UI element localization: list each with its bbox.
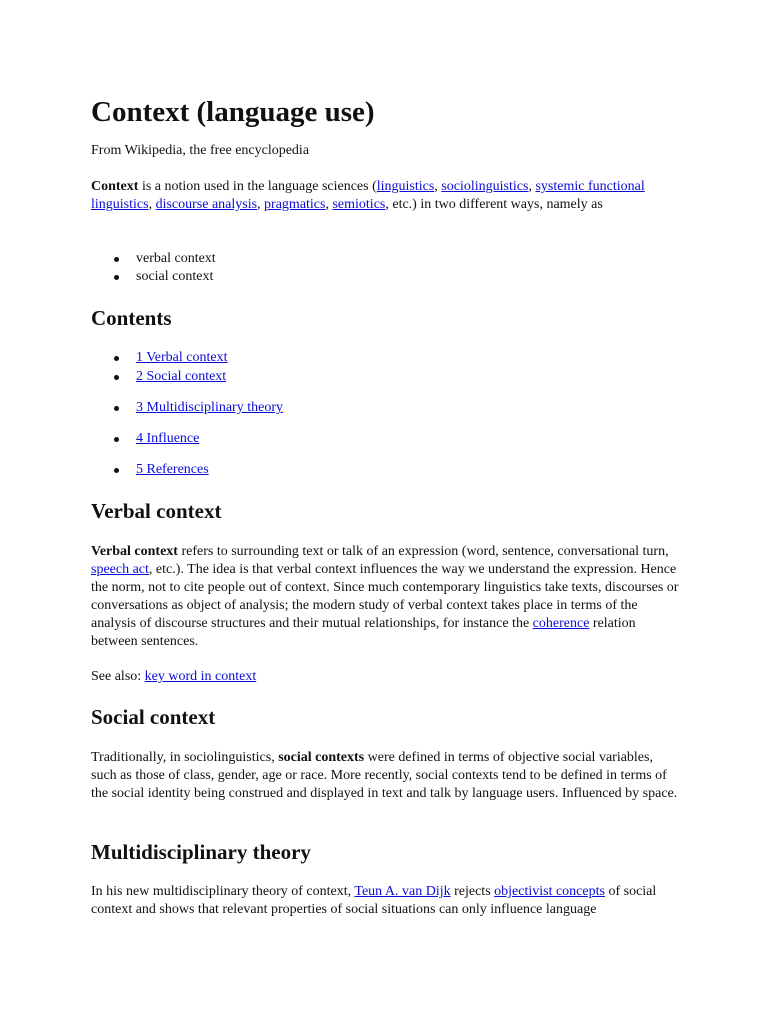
toc-link-multidisciplinary-theory[interactable]: 3 Multidisciplinary theory [136,400,283,415]
verbal-text: , etc.). The idea is that verbal context influences the way we understand the expression. Hence the norm, not to cite people out of context. Since much contemporary linguistics take texts, discourses or conversations as object of analysis; the modern study of verbal context takes place in terms of the analysis of discourse structures and their mutual relationships, for instance the [91,562,679,631]
verbal-text: refers to surrounding text or talk of an expression (word, sentence, conversational turn, [177,544,669,559]
verbal-term: Verbal context [91,544,178,559]
link-semiotics[interactable]: semiotics [332,197,386,212]
separator: , [434,179,442,194]
link-objectivist-concepts[interactable]: objectivist concepts [494,884,605,899]
intro-term: Context [91,179,139,194]
table-of-contents [91,349,283,480]
social-context-paragraph [91,749,681,803]
verbal-context-paragraph [91,543,681,651]
verbal-text: relation between sentences. [91,616,636,649]
separator: , [528,179,536,194]
intro-list [91,250,216,286]
section-heading-verbal-context: Verbal context [91,499,222,523]
link-coherence[interactable]: coherence [532,616,590,631]
link-pragmatics[interactable]: pragmatics [264,197,326,212]
link-speech-act[interactable]: speech act [91,562,149,577]
toc-item [91,368,283,399]
social-text: were defined in terms of objective social variables, such as those of class, gender, age or race. More recently, social contexts tend to be defined in terms of the social identity being construed and displayed in text and talk by language users. Influenced by space. [91,750,678,801]
contents-heading: Contents [91,306,172,330]
toc-item [91,461,283,480]
multidisciplinary-paragraph [91,883,681,919]
separator: , [325,197,333,212]
see-also-label: See also: [91,669,145,684]
separator: , [148,197,156,212]
toc-item [91,399,283,430]
page-title: Context (language use) [91,96,375,128]
link-linguistics[interactable]: linguistics [376,179,435,194]
section-heading-social-context: Social context [91,705,216,729]
toc-link-verbal-context[interactable]: 1 Verbal context [136,350,228,365]
toc-link-references[interactable]: 5 References [136,462,209,477]
intro-text: is a notion used in the language sciences ( [138,179,377,194]
link-key-word-in-context[interactable]: key word in context [144,669,257,684]
toc-item [91,349,283,368]
social-text: Traditionally, in sociolinguistics, [91,750,279,765]
multi-text: In his new multidisciplinary theory of context, [91,884,355,899]
toc-link-influence[interactable]: 4 Influence [136,431,200,446]
link-discourse-analysis[interactable]: discourse analysis [155,197,258,212]
multi-text: rejects [450,884,495,899]
list-item: social context [91,268,216,286]
list-item: verbal context [91,250,216,268]
link-sociolinguistics[interactable]: sociolinguistics [441,179,529,194]
section-heading-multidisciplinary-theory: Multidisciplinary theory [91,840,311,864]
tagline: From Wikipedia, the free encyclopedia [91,143,310,158]
toc-link-social-context[interactable]: 2 Social context [136,369,227,384]
link-systemic-functional-linguistics[interactable]: systemic functional linguistics [91,179,645,212]
toc-item [91,430,283,461]
intro-paragraph [91,178,681,214]
intro-text: , etc.) in two different ways, namely as [385,197,603,212]
link-teun-van-dijk[interactable]: Teun A. van Dijk [354,884,451,899]
separator: , [257,197,265,212]
see-also [91,668,681,686]
social-term: social contexts [278,750,365,765]
multi-text: of social context and shows that relevant properties of social situations can only influence language [91,884,657,917]
